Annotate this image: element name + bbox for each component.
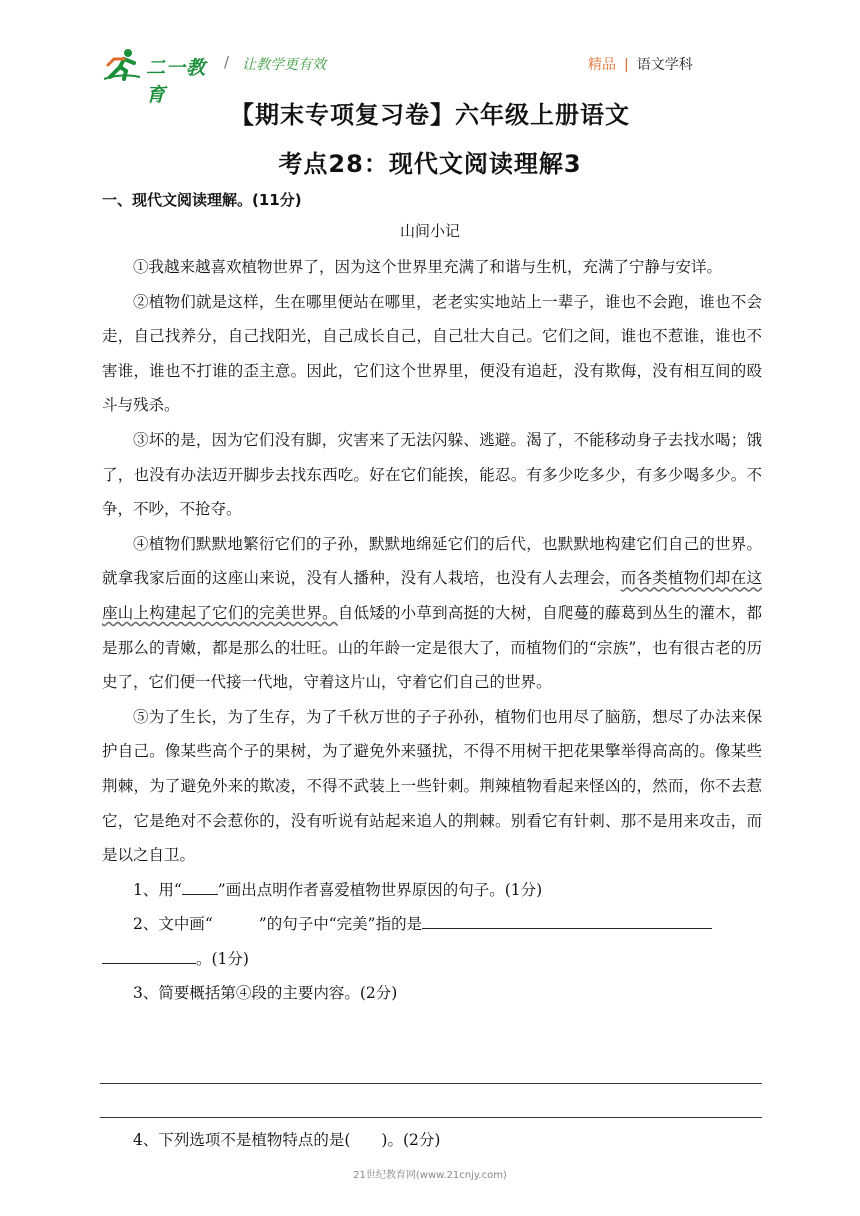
article-title: 山间小记 bbox=[399, 222, 460, 240]
logo-text: 二一教育 bbox=[146, 57, 207, 106]
paragraph-1: ①我越来越喜欢植物世界了，因为这个世界里充满了和谐与生机，充满了宁静与安详。 bbox=[133, 258, 723, 276]
slogan: 让教学更有效 bbox=[242, 57, 326, 73]
paragraph-4-text-b: 自低矮的小草到高挺的大树，自爬蔓的藤葛到丛生的灌木，都是那么的青嫩，都是那么的壮旺。山的年龄一定是很大了，而植物们的“宗族”，也有很古老的历史了，它们便一代接一代地，守着这片山，守着它们自己的世界。 bbox=[102, 603, 762, 692]
answer-line-2[interactable] bbox=[100, 1117, 762, 1118]
section-heading: 一、现代文阅读理解。(11分) bbox=[102, 191, 302, 209]
question-4: 4、下列选项不是植物特点的是( )。(2分) bbox=[133, 1131, 441, 1149]
brand-logo bbox=[102, 47, 212, 106]
wavy-underlined-sentence: 而各类植物们却在这座山上构建起了它们的完美世界。 bbox=[102, 569, 762, 622]
answer-line-1[interactable] bbox=[100, 1083, 762, 1084]
question-2-text-b: ”的句子中“完美”指的是 bbox=[258, 915, 423, 934]
underline-mark-sample bbox=[182, 880, 218, 895]
paragraph-5: ⑤为了生长，为了生存，为了千秋万世的子子孙孙，植物们也用尽了脑筋，想尽了办法来保护自己。像某些高个子的果树，为了避免外来骚扰，不得不用树干把花果擎举得高高的。像某些荆棘，为了避免外来的欺凌，不得不武装上一些针刺。荆辣植物看起来怪凶的，然而，你不去惹它，它是绝对不会惹你的，没有听说有站起来追人的荆棘。别看它有针刺、那不是用来攻击，而是以之自卫。 bbox=[102, 707, 762, 865]
question-2-text-c: 。(1分) bbox=[196, 949, 249, 968]
question-1 bbox=[102, 873, 762, 908]
tag-separator: | bbox=[624, 57, 629, 73]
wavy-mark-sample bbox=[213, 907, 259, 921]
question-1-text-b: ”画出点明作者喜爱植物世界原因的句子。(1分) bbox=[217, 880, 543, 899]
question-2-text-a: 2、文中画“ bbox=[133, 915, 213, 934]
premium-tag: 精品 bbox=[588, 57, 616, 73]
question-1-text-a: 1、用“ bbox=[133, 880, 182, 899]
header-tags bbox=[588, 54, 693, 74]
page-header bbox=[0, 0, 860, 106]
question-2-continued bbox=[102, 942, 762, 977]
page-footer: 21世纪教育网(www.21cnjy.com) bbox=[353, 1170, 507, 1181]
paragraph-2: ②植物们就是这样，生在哪里便站在哪里，老老实实地站上一辈子，谁也不会跑，谁也不会走，自己找养分，自己找阳光，自己成长自己，自己壮大自己。它们之间，谁也不惹谁，谁也不害谁，谁也不打谁的歪主意。因此，它们这个世界里，便没有追赶，没有欺侮，没有相互间的殴斗与残杀。 bbox=[102, 292, 762, 415]
paragraph-3: ③坏的是，因为它们没有脚，灾害来了无法闪躲、逃避。渴了，不能移动身子去找水喝；饿了，也没有办法迈开脚步去找东西吃。好在它们能挨，能忍。有多少吃多少，有多少喝多少。不争，不吵，不抢夺。 bbox=[102, 430, 762, 519]
slogan-separator: / bbox=[224, 53, 230, 71]
answer-blank-2-continued[interactable] bbox=[102, 945, 196, 964]
runner-logo-icon bbox=[102, 47, 142, 81]
subject-tag: 语文学科 bbox=[636, 57, 693, 73]
document-title: 【期末专项复习卷】六年级上册语文 bbox=[230, 101, 630, 129]
paragraph-4 bbox=[102, 527, 762, 700]
document-subtitle: 考点28：现代文阅读理解3 bbox=[278, 150, 582, 178]
answer-blank-2[interactable] bbox=[422, 910, 712, 929]
paragraph-4-text-a: ④植物们默默地繁衍它们的子孙，默默地绵延它们的后代，也默默地构建它们自己的世界。就拿我家后面的这座山来说，没有人播种，没有人栽培，也没有人去理会， bbox=[102, 534, 762, 588]
article-body bbox=[102, 250, 762, 1011]
question-2 bbox=[102, 907, 762, 942]
question-3: 3、简要概括第④段的主要内容。(2分) bbox=[133, 984, 398, 1003]
